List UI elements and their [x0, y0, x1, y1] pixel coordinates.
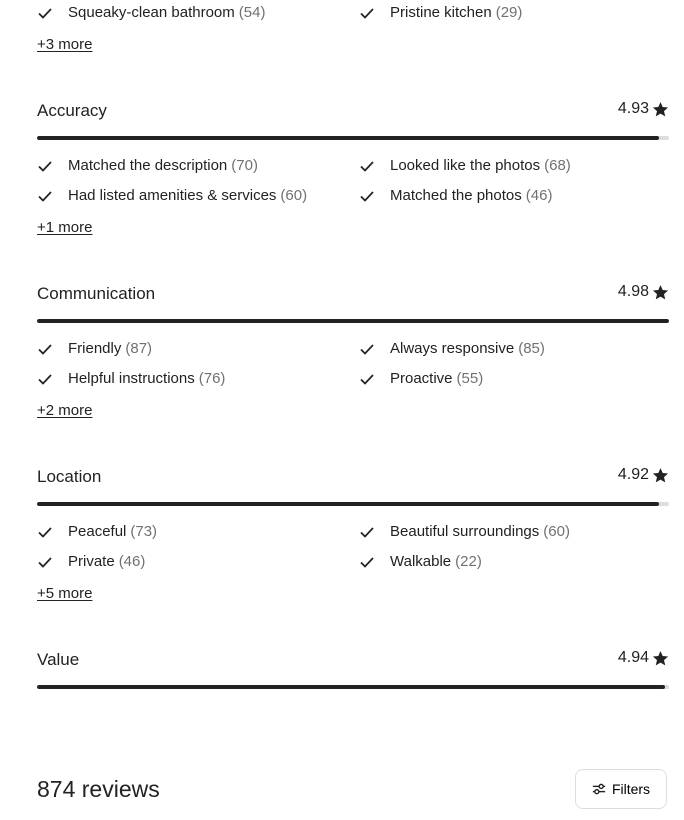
score-value: 4.94 [617, 649, 649, 666]
star-icon [652, 650, 669, 667]
score-value: 4.93 [617, 100, 649, 117]
tag-row [37, 523, 669, 553]
tag-label: Private [68, 553, 115, 570]
category-title: Communication [37, 284, 156, 303]
tag-item [359, 157, 571, 174]
sliders-icon [592, 782, 606, 796]
tag-count: (22) [455, 553, 482, 570]
category-score [618, 100, 669, 118]
tag-label: Matched the photos [390, 187, 522, 204]
value-header [37, 650, 669, 674]
tag-count: (68) [544, 157, 571, 174]
category-title: Accuracy [37, 101, 107, 120]
check-icon [359, 158, 375, 174]
tag-label: Proactive [390, 370, 453, 387]
check-icon [37, 341, 53, 357]
category-score [618, 649, 669, 667]
communication-rating-bar [37, 319, 669, 323]
tag-row [37, 340, 669, 370]
tag-item [37, 187, 307, 204]
tag-label: Friendly [68, 340, 122, 357]
tag-item [359, 370, 483, 387]
score-value: 4.98 [617, 283, 649, 300]
tag-row [37, 157, 669, 187]
tag-label: Had listed amenities & services [68, 187, 277, 204]
tag-count: (46) [525, 187, 553, 204]
communication-more-link[interactable]: +2 more [37, 402, 93, 419]
tag-count: (70) [231, 157, 258, 174]
tag-count: (87) [125, 340, 153, 357]
check-icon [37, 5, 53, 21]
check-icon [359, 341, 375, 357]
tag-item [359, 340, 545, 357]
location-rating-bar [37, 502, 669, 506]
category-title: Location [37, 467, 102, 486]
communication-header [37, 284, 669, 308]
rating-bar-fill [37, 136, 659, 140]
tag-item [359, 553, 482, 570]
tag-count: (73) [130, 523, 158, 540]
tag-count: (46) [118, 553, 146, 570]
tag-label: Beautiful surroundings [390, 523, 540, 540]
tag-row [37, 370, 669, 400]
tag-count: (54) [238, 4, 266, 21]
tag-count: (76) [198, 370, 226, 387]
check-icon [37, 158, 53, 174]
reviews-count-heading: 874 reviews [37, 776, 160, 802]
check-icon [359, 188, 375, 204]
category-score [618, 283, 669, 301]
check-icon [359, 5, 375, 21]
check-icon [37, 524, 53, 540]
check-icon [359, 524, 375, 540]
tag-item [37, 523, 157, 540]
star-icon [652, 101, 669, 118]
rating-bar-fill [37, 685, 665, 689]
star-icon [652, 467, 669, 484]
accuracy-more-link[interactable]: +1 more [37, 219, 93, 236]
location-more-link[interactable]: +5 more [37, 585, 93, 602]
tag-label: Squeaky-clean bathroom [68, 4, 235, 21]
check-icon [359, 371, 375, 387]
tag-item [359, 523, 570, 540]
tag-item [37, 340, 152, 357]
tag-item [37, 553, 145, 570]
accuracy-header [37, 101, 669, 125]
value-rating-bar [37, 685, 669, 689]
tag-count: (85) [518, 340, 545, 357]
tag-count: (60) [543, 523, 570, 540]
tag-count: (60) [280, 187, 308, 204]
tag-item [37, 370, 225, 387]
tag-item [359, 187, 552, 204]
cleanliness-more-link[interactable]: +3 more [37, 36, 93, 53]
tag-label: Walkable [390, 553, 452, 570]
tag-row [37, 187, 669, 217]
tag-count: (29) [495, 4, 523, 21]
accuracy-rating-bar [37, 136, 669, 140]
category-title: Value [37, 650, 80, 669]
check-icon [359, 554, 375, 570]
tag-item [37, 4, 265, 21]
rating-bar-fill [37, 319, 669, 323]
check-icon [37, 188, 53, 204]
category-score [618, 466, 669, 484]
star-icon [652, 284, 669, 301]
tag-item [37, 157, 258, 174]
tag-row [37, 4, 669, 34]
check-icon [37, 371, 53, 387]
check-icon [37, 554, 53, 570]
tag-item [359, 4, 522, 21]
score-value: 4.92 [617, 466, 649, 483]
filters-button[interactable] [575, 769, 667, 809]
tag-row [37, 553, 669, 583]
rating-bar-fill [37, 502, 659, 506]
tag-label: Looked like the photos [390, 157, 541, 174]
tag-label: Always responsive [390, 340, 515, 357]
tag-label: Matched the description [68, 157, 228, 174]
tag-label: Pristine kitchen [390, 4, 492, 21]
tag-label: Helpful instructions [68, 370, 195, 387]
filters-label: Filters [611, 781, 651, 797]
tag-label: Peaceful [68, 523, 127, 540]
tag-count: (55) [456, 370, 484, 387]
location-header [37, 467, 669, 491]
